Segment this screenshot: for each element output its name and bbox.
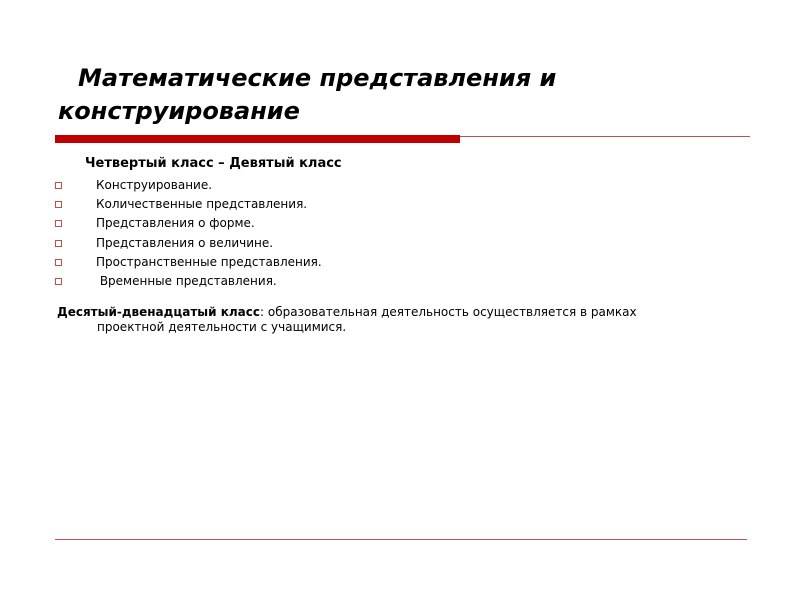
square-outline-icon bbox=[55, 220, 62, 227]
list-item bbox=[55, 195, 322, 214]
footer-divider-line bbox=[55, 539, 747, 540]
topic-list bbox=[55, 176, 322, 291]
list-item-label: Представления о величине. bbox=[96, 235, 274, 250]
grade-range-heading: Четвертый класс – Девятый класс bbox=[85, 156, 342, 171]
list-item-label: Конструирование. bbox=[96, 178, 213, 193]
list-item-label: Представления о форме. bbox=[96, 216, 255, 231]
list-item bbox=[55, 253, 322, 272]
list-item bbox=[55, 272, 322, 291]
slide-title-line1: Математические представления и bbox=[78, 64, 557, 92]
senior-grades-note bbox=[57, 305, 717, 335]
slide-title-line2: конструирование bbox=[58, 97, 300, 125]
senior-grades-label: Десятый-двенадцатый класс bbox=[57, 305, 260, 319]
square-outline-icon bbox=[55, 259, 62, 266]
list-item-label: Количественные представления. bbox=[96, 197, 308, 212]
title-accent-bar bbox=[55, 135, 460, 143]
list-item-label: Пространственные представления. bbox=[96, 254, 322, 269]
list-item bbox=[55, 176, 322, 195]
list-item bbox=[55, 234, 322, 253]
list-item bbox=[55, 214, 322, 233]
senior-grades-text: : образовательная деятельность осуществляется в рамках bbox=[260, 305, 637, 319]
square-outline-icon bbox=[55, 240, 62, 247]
list-item-label: Временные представления. bbox=[96, 274, 277, 289]
senior-grades-text-continued: проектной деятельности с учащимися. bbox=[97, 320, 347, 334]
square-outline-icon bbox=[55, 201, 62, 208]
slide-title bbox=[58, 62, 718, 128]
square-outline-icon bbox=[55, 182, 62, 189]
square-outline-icon bbox=[55, 278, 62, 285]
